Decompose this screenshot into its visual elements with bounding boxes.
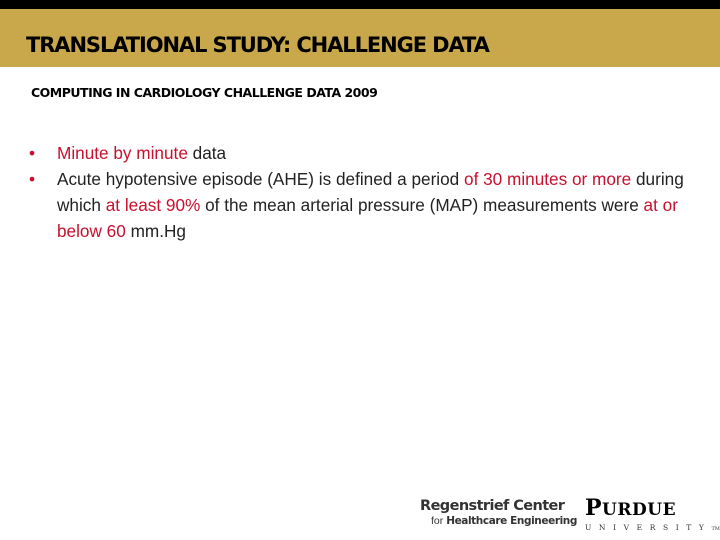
purdue-university [585, 523, 720, 534]
regenstrief-tagline-bold: Healthcare Engineering [446, 515, 577, 527]
purdue-wordmark [585, 496, 720, 522]
bullet-text: during which [57, 169, 684, 215]
bullet-item [29, 166, 699, 244]
bullet-highlight: at least 90% [105, 195, 201, 215]
title-bar [0, 9, 720, 67]
bullet-text: mm.Hg [125, 221, 186, 241]
purdue-trademark: TM [711, 526, 720, 532]
bullet-dot-icon: • [29, 143, 36, 163]
bullet-text: data [187, 143, 227, 163]
bullet-text: Acute hypotensive episode (AHE) is defined a period [57, 169, 465, 189]
top-strip [0, 0, 720, 9]
bullet-highlight: at or below 60 [57, 195, 678, 241]
bullet-dot-icon: • [29, 169, 36, 189]
bullet-list [29, 140, 699, 244]
slide-subtitle: COMPUTING IN CARDIOLOGY CHALLENGE DATA 2009 [31, 85, 378, 100]
regenstrief-tagline-prefix: for [431, 515, 444, 527]
purdue-logo [585, 496, 720, 534]
bullet-highlight: Minute by minute [57, 143, 188, 163]
bullet-item [29, 140, 699, 166]
bullet-text: of the mean arterial pressure (MAP) measurements were [200, 195, 644, 215]
regenstrief-name: Regenstrief Center [420, 498, 565, 514]
slide-title: TRANSLATIONAL STUDY: CHALLENGE DATA [26, 33, 489, 57]
purdue-university-text: UNIVERSITY [585, 523, 712, 532]
purdue-rest: URDUE [602, 500, 677, 520]
purdue-initial: P [585, 495, 603, 521]
regenstrief-logo [420, 497, 577, 528]
bullet-highlight: of 30 minutes or more [464, 169, 632, 189]
regenstrief-tagline [431, 515, 577, 528]
